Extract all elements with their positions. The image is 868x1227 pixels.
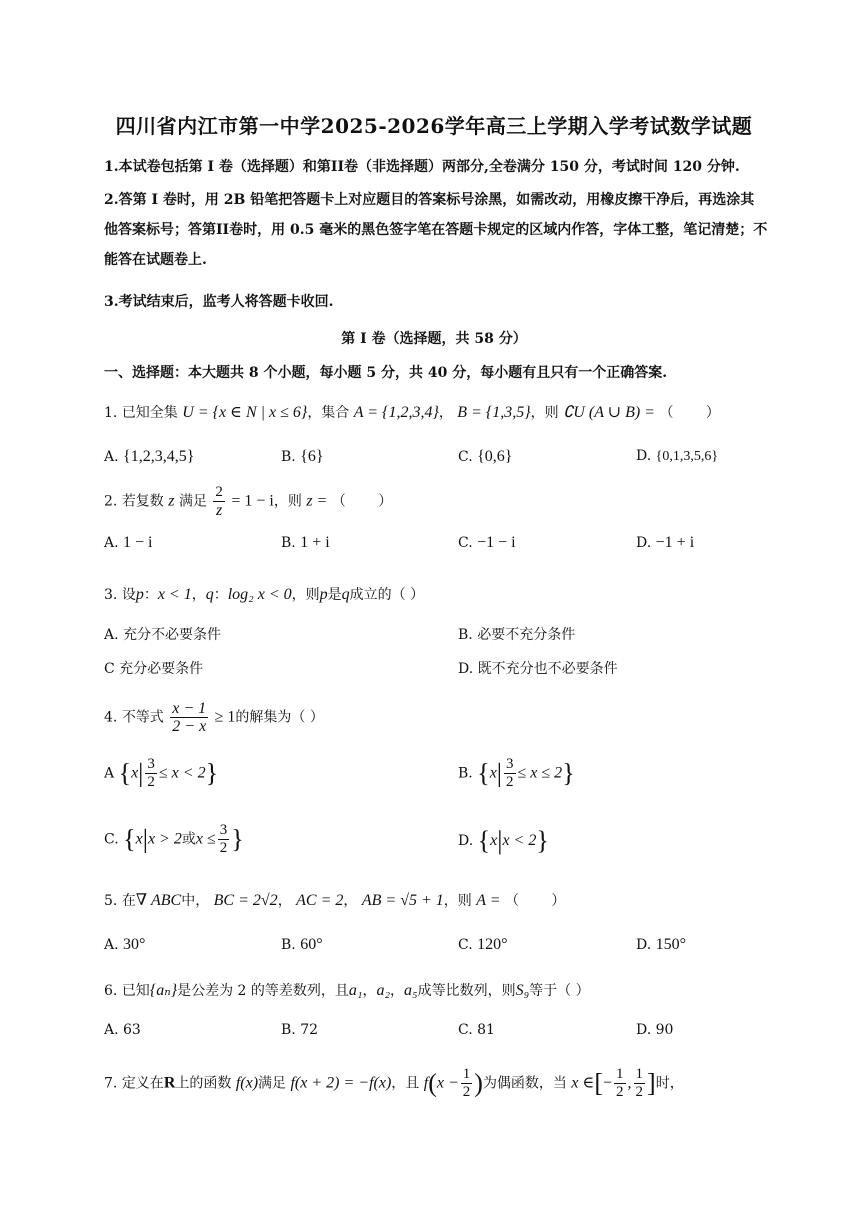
- q1-option-b: B. {6}: [281, 448, 324, 465]
- q2-option-b: B. 1 + i: [281, 534, 330, 551]
- q4-option-a: A {x| $\frac{3}{2}$ ≤ x < 2}: [104, 756, 219, 790]
- q2-option-a: A. 1 − i: [104, 534, 153, 551]
- q6-option-d: D. 90: [636, 1022, 674, 1038]
- question-7: 7. 定义在R上的函数 f(x)满足 f(x + 2) = −f(x)，且 f(x − $\frac{1}{2}$ )为偶函数，当 x ∈[− $\frac{1}{2}$ , $\frac{1}{2}$ ]时，: [104, 1066, 684, 1100]
- section-title: 第 I 卷（选择题，共 58 分）: [341, 331, 527, 347]
- fraction: $\frac{2}{z}$: [215, 484, 223, 519]
- q2-option-c: C. −1 − i: [458, 534, 516, 551]
- q4-option-d: D. {x|x < 2}: [458, 826, 549, 855]
- question-2: 2. 若复数 z 满足 $\frac{2}{z}$ = 1 − i，则 z = （ ）: [104, 484, 407, 519]
- instruction-3: 3.考试结束后，监考人将答题卡收回.: [104, 294, 334, 310]
- q2-option-d: D. −1 + i: [636, 534, 695, 551]
- q4-option-c: C. {x|x > 2或x ≤ $\frac{3}{2}$ }: [104, 822, 244, 856]
- q6-option-b: B. 72: [281, 1022, 319, 1038]
- part-heading: 一、选择题：本大题共 8 个小题，每小题 5 分，共 40 分，每小题有且只有一个正确答案.: [104, 365, 668, 381]
- q4-option-b: B. {x| $\frac{3}{2}$ ≤ x ≤ 2}: [458, 756, 575, 790]
- question-4: 4. 不等式 $\frac{x - 1}{2 - x}$ ≥ 1的解集为（ ）: [104, 700, 324, 735]
- q1-option-d: D. {0,1,3,5,6}: [636, 448, 719, 464]
- q3-option-d: D. 既不充分也不必要条件: [458, 661, 618, 677]
- q6-option-a: A. 63: [104, 1022, 141, 1038]
- q5-option-b: B. 60°: [281, 936, 323, 953]
- q5-option-d: D. 150°: [636, 936, 687, 953]
- q1-option-a: A. {1,2,3,4,5}: [104, 448, 195, 465]
- q6-option-c: C. 81: [458, 1022, 495, 1038]
- instruction-1: 1.本试卷包括第 I 卷（选择题）和第II卷（非选择题）两部分,全卷满分 150 分，考试时间 120 分钟.: [104, 159, 740, 175]
- page-title: 四川省内江市第一中学2025-2026学年高三上学期入学考试数学试题: [115, 114, 753, 138]
- question-5: 5. 在∇ ABC中， BC = 2√2， AC = 2， AB = √5 + 1，则 A = （ ）: [104, 892, 580, 909]
- q5-option-a: A. 30°: [104, 936, 146, 953]
- question-1: 1. 已知全集 U = {x ∈ N | x ≤ 6}，集合 A = {1,2,3,4}， B = {1,3,5}，则 ∁U (A ∪ B) = （ ）: [104, 404, 734, 421]
- question-6: 6. 已知{aₙ}是公差为 2 的等差数列，且a₁，a₂，a₅成等比数列，则S₉等于（ ）: [104, 982, 590, 999]
- q5-option-c: C. 120°: [458, 936, 508, 953]
- fraction: $\frac{x - 1}{2 - x}$: [172, 700, 207, 735]
- q3-option-b: B. 必要不充分条件: [458, 627, 576, 643]
- q1-option-c: C. {0,6}: [458, 448, 513, 465]
- q3-option-a: A. 充分不必要条件: [104, 627, 222, 643]
- instruction-2: 2.答第 I 卷时，用 2B 铅笔把答题卡上对应题目的答案标号涂黑，如需改动，用橡皮擦干净后，再选涂其他答案标号；答第II卷时，用 0.5 毫米的黑色签字笔在答题卡规定的区域内作答，字体工整，笔记清楚；不能答在试题卷上.: [104, 192, 768, 268]
- q3-option-c: C 充分必要条件: [104, 661, 204, 677]
- question-3: 3. 设p：x < 1，q：log₂ x < 0，则p是q成立的（ ）: [104, 586, 425, 603]
